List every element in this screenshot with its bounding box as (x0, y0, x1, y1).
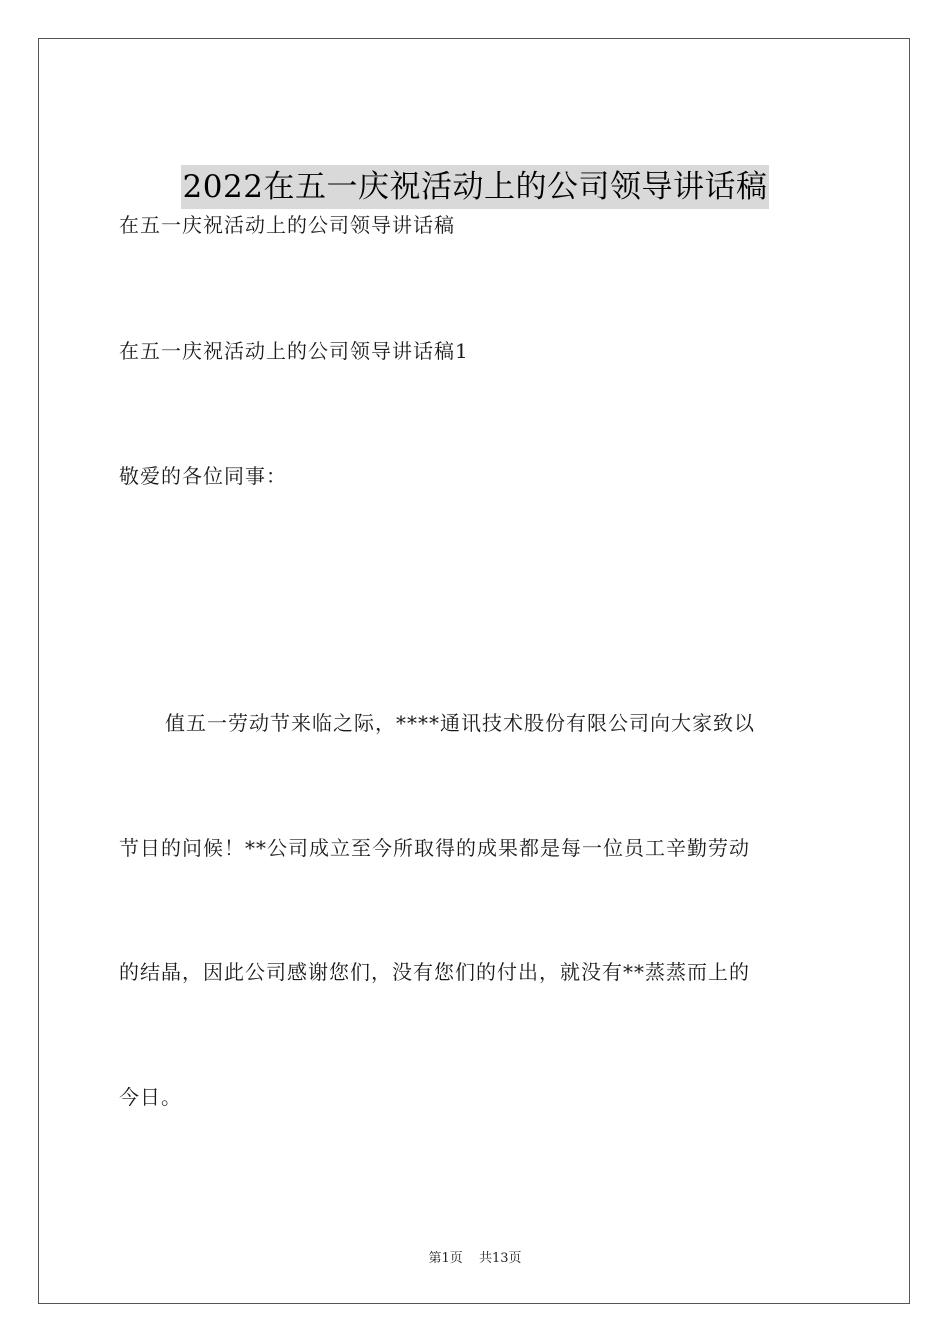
paragraph-line: 值五一劳动节来临之际，****通讯技术股份有限公司向大家致以 (165, 711, 755, 735)
page-footer (39, 1247, 911, 1266)
document-subtitle: 在五一庆祝活动上的公司领导讲话稿 (119, 213, 455, 237)
page-total: 共13页 (478, 1251, 522, 1266)
page-number: 第1页 (428, 1251, 463, 1266)
salutation: 敬爱的各位同事： (119, 464, 287, 488)
document-page (38, 38, 910, 1304)
section-heading: 在五一庆祝活动上的公司领导讲话稿1 (119, 339, 469, 363)
document-title: 2022在五一庆祝活动上的公司领导讲话稿 (181, 165, 770, 209)
title-container (39, 165, 911, 209)
paragraph-line: 的结晶，因此公司感谢您们，没有您们的付出，就没有**蒸蒸而上的 (119, 960, 750, 984)
paragraph-line: 今日。 (119, 1085, 182, 1109)
paragraph-line: 节日的问候！**公司成立至今所取得的成果都是每一位员工辛勤劳动 (119, 836, 750, 860)
